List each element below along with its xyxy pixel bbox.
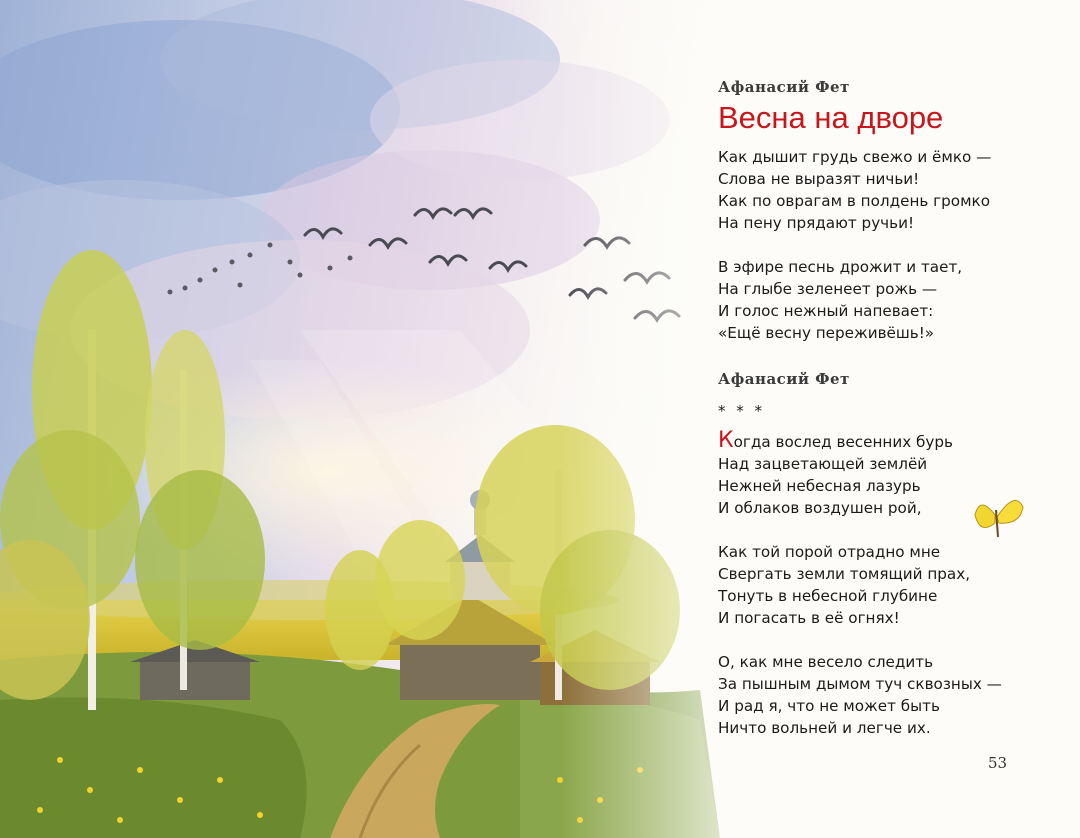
- poem-line: Как по оврагам в полдень громко: [718, 192, 990, 210]
- poem-first-line: [718, 430, 1058, 453]
- poem1-stanza-2: [718, 256, 1058, 344]
- poem-line: На глыбе зеленеет рожь —: [718, 280, 938, 298]
- poem-line: Как той порой отрадно мне: [718, 543, 941, 561]
- poem-line: И голос нежный напевает:: [718, 302, 934, 320]
- poems-column: [718, 78, 1058, 739]
- first-line-rest: огда вослед весенних бурь: [733, 433, 953, 451]
- poem-line: И рад я, что не может быть: [718, 697, 940, 715]
- poem1-stanza-1: [718, 146, 1058, 234]
- poem1-title: Весна на дворе: [718, 100, 944, 135]
- poem-line: Ничто вольней и легче их.: [718, 719, 931, 737]
- poem-line: Как дышит грудь свежо и ёмко —: [718, 148, 992, 166]
- poem-line: И облаков воздушен рой,: [718, 499, 922, 517]
- poem-line: За пышным дымом туч сквозных —: [718, 675, 1002, 693]
- poem-line: На пену прядают ручьи!: [718, 214, 915, 232]
- page-number: 53: [988, 754, 1008, 772]
- drop-cap: К: [718, 428, 734, 453]
- poem-line: Слова не выразят ничьи!: [718, 170, 920, 188]
- poem2-stanza-2: [718, 541, 1058, 629]
- poem2-author: Афанасий Фет: [718, 370, 850, 388]
- poem-line: Свергать земли томящий прах,: [718, 565, 971, 583]
- poem1-author: Афанасий Фет: [718, 78, 850, 96]
- poem2-stanza-1: [718, 430, 1058, 519]
- poem-line: «Ещё весну переживёшь!»: [718, 324, 935, 342]
- poem-line: Над зацветающей землёй: [718, 455, 928, 473]
- poem2-stanza-3: [718, 651, 1058, 739]
- poem-line: И погасать в её огнях!: [718, 609, 900, 627]
- poem-line: В эфире песнь дрожит и тает,: [718, 258, 963, 276]
- poem-line: О, как мне весело следить: [718, 653, 934, 671]
- poem-line: Нежней небесная лазурь: [718, 477, 921, 495]
- poem2-title: * * *: [718, 402, 766, 420]
- poem-line: Тонуть в небесной глубине: [718, 587, 938, 605]
